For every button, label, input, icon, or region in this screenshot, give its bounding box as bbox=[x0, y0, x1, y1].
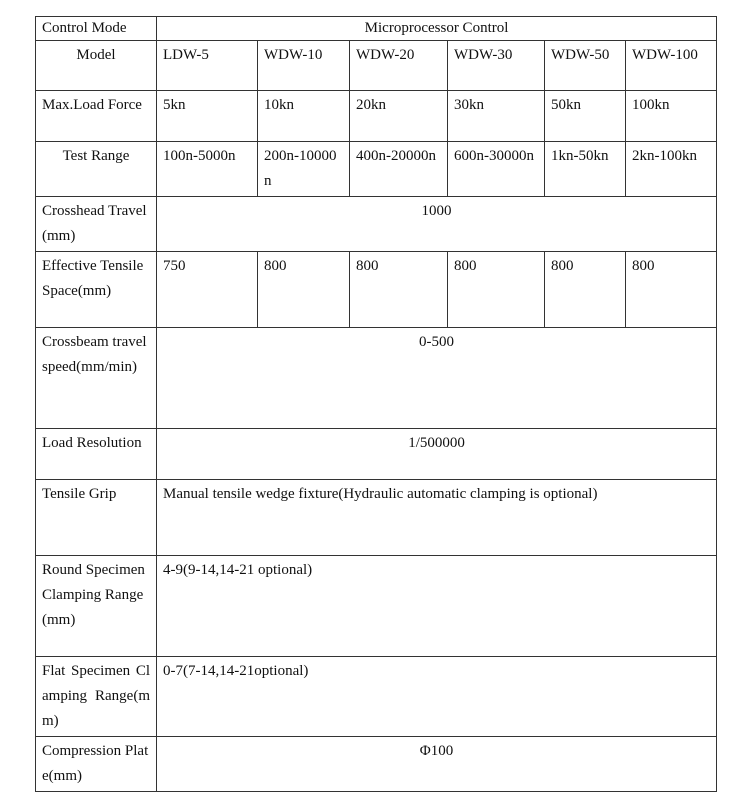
effective-tensile-space-label: Effective Tensile Space(mm) bbox=[36, 252, 157, 328]
model-cell: WDW-50 bbox=[545, 41, 626, 91]
max-load-cell: 100kn bbox=[626, 91, 717, 142]
round-specimen-label: Round Specimen Clamping Range(mm) bbox=[36, 556, 157, 657]
test-range-cell: 2kn-100kn bbox=[626, 142, 717, 197]
row-round-specimen bbox=[36, 556, 717, 657]
tensile-space-cell: 800 bbox=[545, 252, 626, 328]
control-mode-value: Microprocessor Control bbox=[157, 17, 717, 41]
row-crosshead-travel bbox=[36, 197, 717, 252]
control-mode-label: Control Mode bbox=[36, 17, 157, 41]
row-load-resolution bbox=[36, 429, 717, 480]
row-tensile-grip bbox=[36, 480, 717, 556]
max-load-cell: 10kn bbox=[258, 91, 350, 142]
tensile-space-cell: 750 bbox=[157, 252, 258, 328]
max-load-cell: 30kn bbox=[448, 91, 545, 142]
tensile-space-cell: 800 bbox=[448, 252, 545, 328]
compression-plate-label: Compression Plate(mm) bbox=[36, 737, 157, 792]
crossbeam-speed-label: Crossbeam travel speed(mm/min) bbox=[36, 328, 157, 429]
tensile-grip-value: Manual tensile wedge fixture(Hydraulic automatic clamping is optional) bbox=[157, 480, 717, 556]
model-cell: WDW-30 bbox=[448, 41, 545, 91]
model-cell: LDW-5 bbox=[157, 41, 258, 91]
row-crossbeam-speed bbox=[36, 328, 717, 429]
crossbeam-speed-value: 0-500 bbox=[157, 328, 717, 429]
max-load-label: Max.Load Force bbox=[36, 91, 157, 142]
tensile-space-cell: 800 bbox=[350, 252, 448, 328]
row-flat-specimen bbox=[36, 657, 717, 737]
model-cell: WDW-20 bbox=[350, 41, 448, 91]
test-range-cell: 600n-30000n bbox=[448, 142, 545, 197]
row-max-load bbox=[36, 91, 717, 142]
row-compression-plate bbox=[36, 737, 717, 792]
test-range-label: Test Range bbox=[36, 142, 157, 197]
row-control-mode bbox=[36, 17, 717, 41]
max-load-cell: 50kn bbox=[545, 91, 626, 142]
round-specimen-value: 4-9(9-14,14-21 optional) bbox=[157, 556, 717, 657]
crosshead-travel-value: 1000 bbox=[157, 197, 717, 252]
compression-plate-value: Φ100 bbox=[157, 737, 717, 792]
test-range-cell: 1kn-50kn bbox=[545, 142, 626, 197]
model-cell: WDW-100 bbox=[626, 41, 717, 91]
row-test-range bbox=[36, 142, 717, 197]
flat-specimen-value: 0-7(7-14,14-21optional) bbox=[157, 657, 717, 737]
tensile-grip-label: Tensile Grip bbox=[36, 480, 157, 556]
crosshead-travel-label: Crosshead Travel(mm) bbox=[36, 197, 157, 252]
max-load-cell: 5kn bbox=[157, 91, 258, 142]
load-resolution-label: Load Resolution bbox=[36, 429, 157, 480]
test-range-cell: 400n-20000n bbox=[350, 142, 448, 197]
row-model bbox=[36, 41, 717, 91]
spec-table bbox=[35, 16, 717, 792]
max-load-cell: 20kn bbox=[350, 91, 448, 142]
row-effective-tensile-space bbox=[36, 252, 717, 328]
model-cell: WDW-10 bbox=[258, 41, 350, 91]
load-resolution-value: 1/500000 bbox=[157, 429, 717, 480]
tensile-space-cell: 800 bbox=[258, 252, 350, 328]
test-range-cell: 200n-10000n bbox=[258, 142, 350, 197]
model-label: Model bbox=[36, 41, 157, 91]
tensile-space-cell: 800 bbox=[626, 252, 717, 328]
flat-specimen-label: Flat Specimen Clamping Range(mm) bbox=[36, 657, 157, 737]
test-range-cell: 100n-5000n bbox=[157, 142, 258, 197]
